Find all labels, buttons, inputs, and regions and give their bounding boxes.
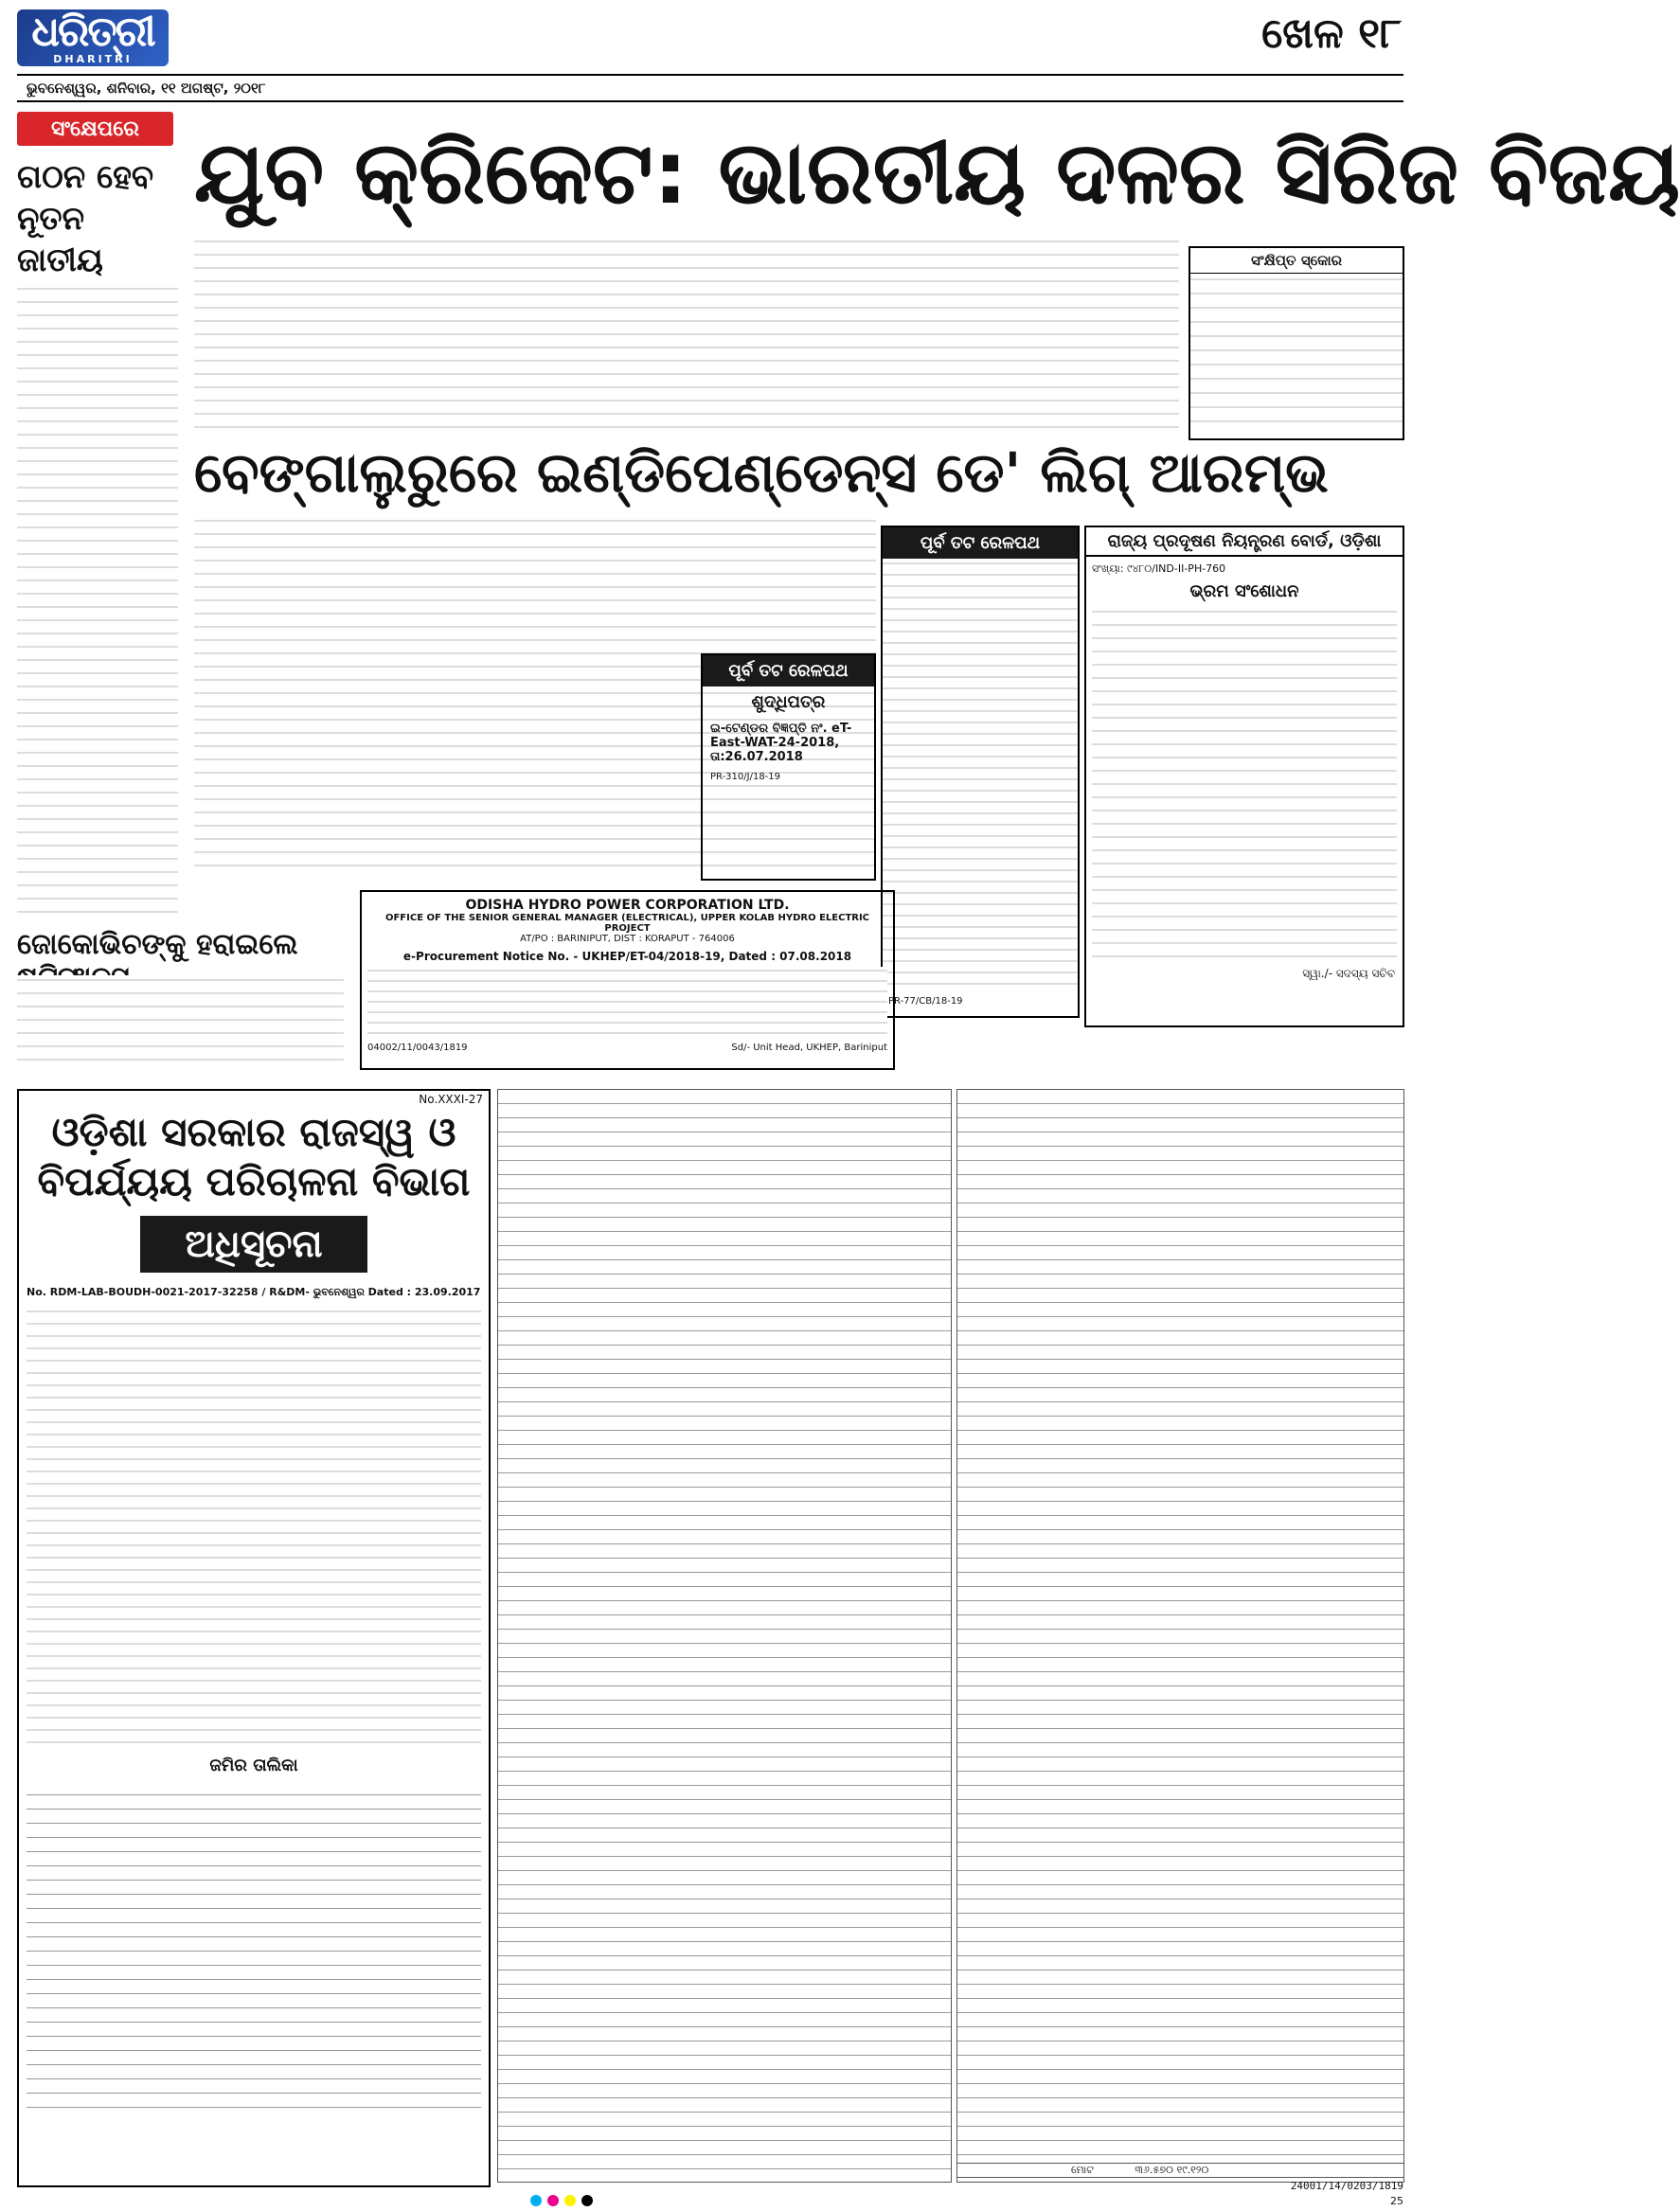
ohpc-notice [360,890,895,1070]
registration-dot-yellow [564,2195,576,2206]
headline-2: ବେଙ୍ଗାଲୁରୁରେ ଇଣ୍ଡିପେଣ୍ଡେନ୍ସ ଡେ' ଲିଗ୍ ଆରମ୍ଭ [194,440,1329,505]
score-box [1189,246,1404,440]
section-title: ଖେଳ ୧୮ [1261,9,1402,58]
pollution-body [1092,607,1397,957]
ohpc-footer [367,1043,887,1053]
score-box-title: ସଂକ୍ଷିପ୍ତ ସ୍କୋର [1190,248,1403,274]
dateline: ଭୁବନେଶ୍ୱର, ଶନିବାର, ୧୧ ଅଗଷ୍ଟ, ୨୦୧୮ [17,74,1403,102]
govt-notice-number: No.XXXI-27 [419,1093,483,1106]
score-box-body [1190,274,1403,430]
pollution-sign: ସ୍ୱା./- ସଦସ୍ୟ ସଚିବ [1302,967,1395,980]
pollution-heading: ଭ୍ରମ ସଂଶୋଧନ [1189,581,1299,601]
railway-tender-body [883,559,1078,994]
ohpc-body [367,967,887,1043]
land-table-total [956,2163,1404,2178]
land-table-right [956,1089,1404,2183]
main-story-body [194,237,1179,431]
railway-corrigendum [701,653,876,881]
registration-dot-magenta [547,2195,559,2206]
ohpc-notice-no: e-Procurement Notice No. - UKHEP/ET-04/2018-19, Dated : 07.08.2018 [402,950,852,963]
registration-dot-cyan [530,2195,542,2206]
story-3-body [17,975,344,1070]
page-number: 25 [1390,2195,1403,2207]
notification-label: ଅଧିସୂଚନା [140,1216,367,1273]
land-table-left [27,1781,481,2113]
logo-main: ଧରିତ୍ରୀ [31,7,154,56]
pollution-ref: ସଂଖ୍ୟା: ୯୪୮୦/IND-II-PH-760 [1092,562,1226,575]
railway-corrigendum-ref: ଇ-ଟେଣ୍ଡର ବିଜ୍ଞପ୍ତି ନଂ. eT-East-WAT-24-2018, ତା:26.07.2018 [710,722,852,764]
railway-tender-notice [881,526,1080,1018]
brief-label: ସଂକ୍ଷେପରେ [17,112,173,146]
govt-notice-title: ଓଡ଼ିଶା ସରକାର ରାଜସ୍ୱ ଓ ବିପର୍ଯ୍ୟୟ ପରିଚାଳନା ବିଭାଗ [37,1109,471,1204]
govt-notice-ref: No. RDM-LAB-BOUDH-0021-2017-32258 / R&DM- ଭୁବନେଶ୍ୱର Dated : 23.09.2017 [27,1286,481,1298]
railway-corrigendum-code: PR-310/J/18-19 [710,772,781,782]
land-table-middle [497,1089,952,2183]
pollution-title: ରାଜ୍ୟ ପ୍ରଦୂଷଣ ନିୟନ୍ତ୍ରଣ ବୋର୍ଡ, ଓଡ଼ିଶା [1086,527,1403,557]
sidebar-headline: ଗଠନ ହେବ ନୂତନ ଜାତୀୟ [17,158,154,279]
railway-tender-title: ପୂର୍ବ ତଟ ରେଳପଥ [883,527,1078,559]
ohpc-address: AT/PO : BARINIPUT, DIST : KORAPUT - 764006 [520,934,735,944]
govt-notice [17,1089,491,2187]
railway-corrigendum-sub: ଶୁଦ୍ଧିପତ୍ର [751,692,826,712]
ohpc-sign: Sd/- Unit Head, UKHEP, Bariniput [731,1043,887,1053]
total-label: ମୋଟ [1071,2164,1094,2176]
railway-tender-code: PR-77/CB/18-19 [888,996,963,1007]
registration-dot-black [581,2195,593,2206]
logo-sub: DHARITRI [53,52,133,65]
govt-notice-body [27,1307,481,1752]
sidebar-body [17,284,178,914]
railway-corrigendum-title: ପୂର୍ବ ତଟ ରେଳପଥ [703,655,874,686]
main-headline: ଯୁବ କ୍ରିକେଟ: ଭାରତୀୟ ଦଳର ସିରିଜ ବିଜୟ [194,122,1680,223]
ohpc-code: 04002/11/0043/1819 [367,1043,468,1053]
total-value: ୩୬.୫୭୦ ୧୯.୧୨୦ [1135,2164,1209,2176]
headline-3: ଜୋକୋଭିଚଙ୍କୁ ହରାଇଲେ [17,928,298,961]
ohpc-office: OFFICE OF THE SENIOR GENERAL MANAGER (ELECTRICAL), UPPER KOLAB HYDRO ELECTRIC PROJECT [384,913,870,934]
land-list-title: ଜମିର ତାଲିକା [209,1756,298,1775]
newspaper-logo [17,9,169,66]
ohpc-org: ODISHA HYDRO POWER CORPORATION LTD. [465,898,790,913]
ad-code: 24001/14/0203/1819 [1290,2180,1403,2192]
pollution-board-notice [1084,526,1404,1027]
